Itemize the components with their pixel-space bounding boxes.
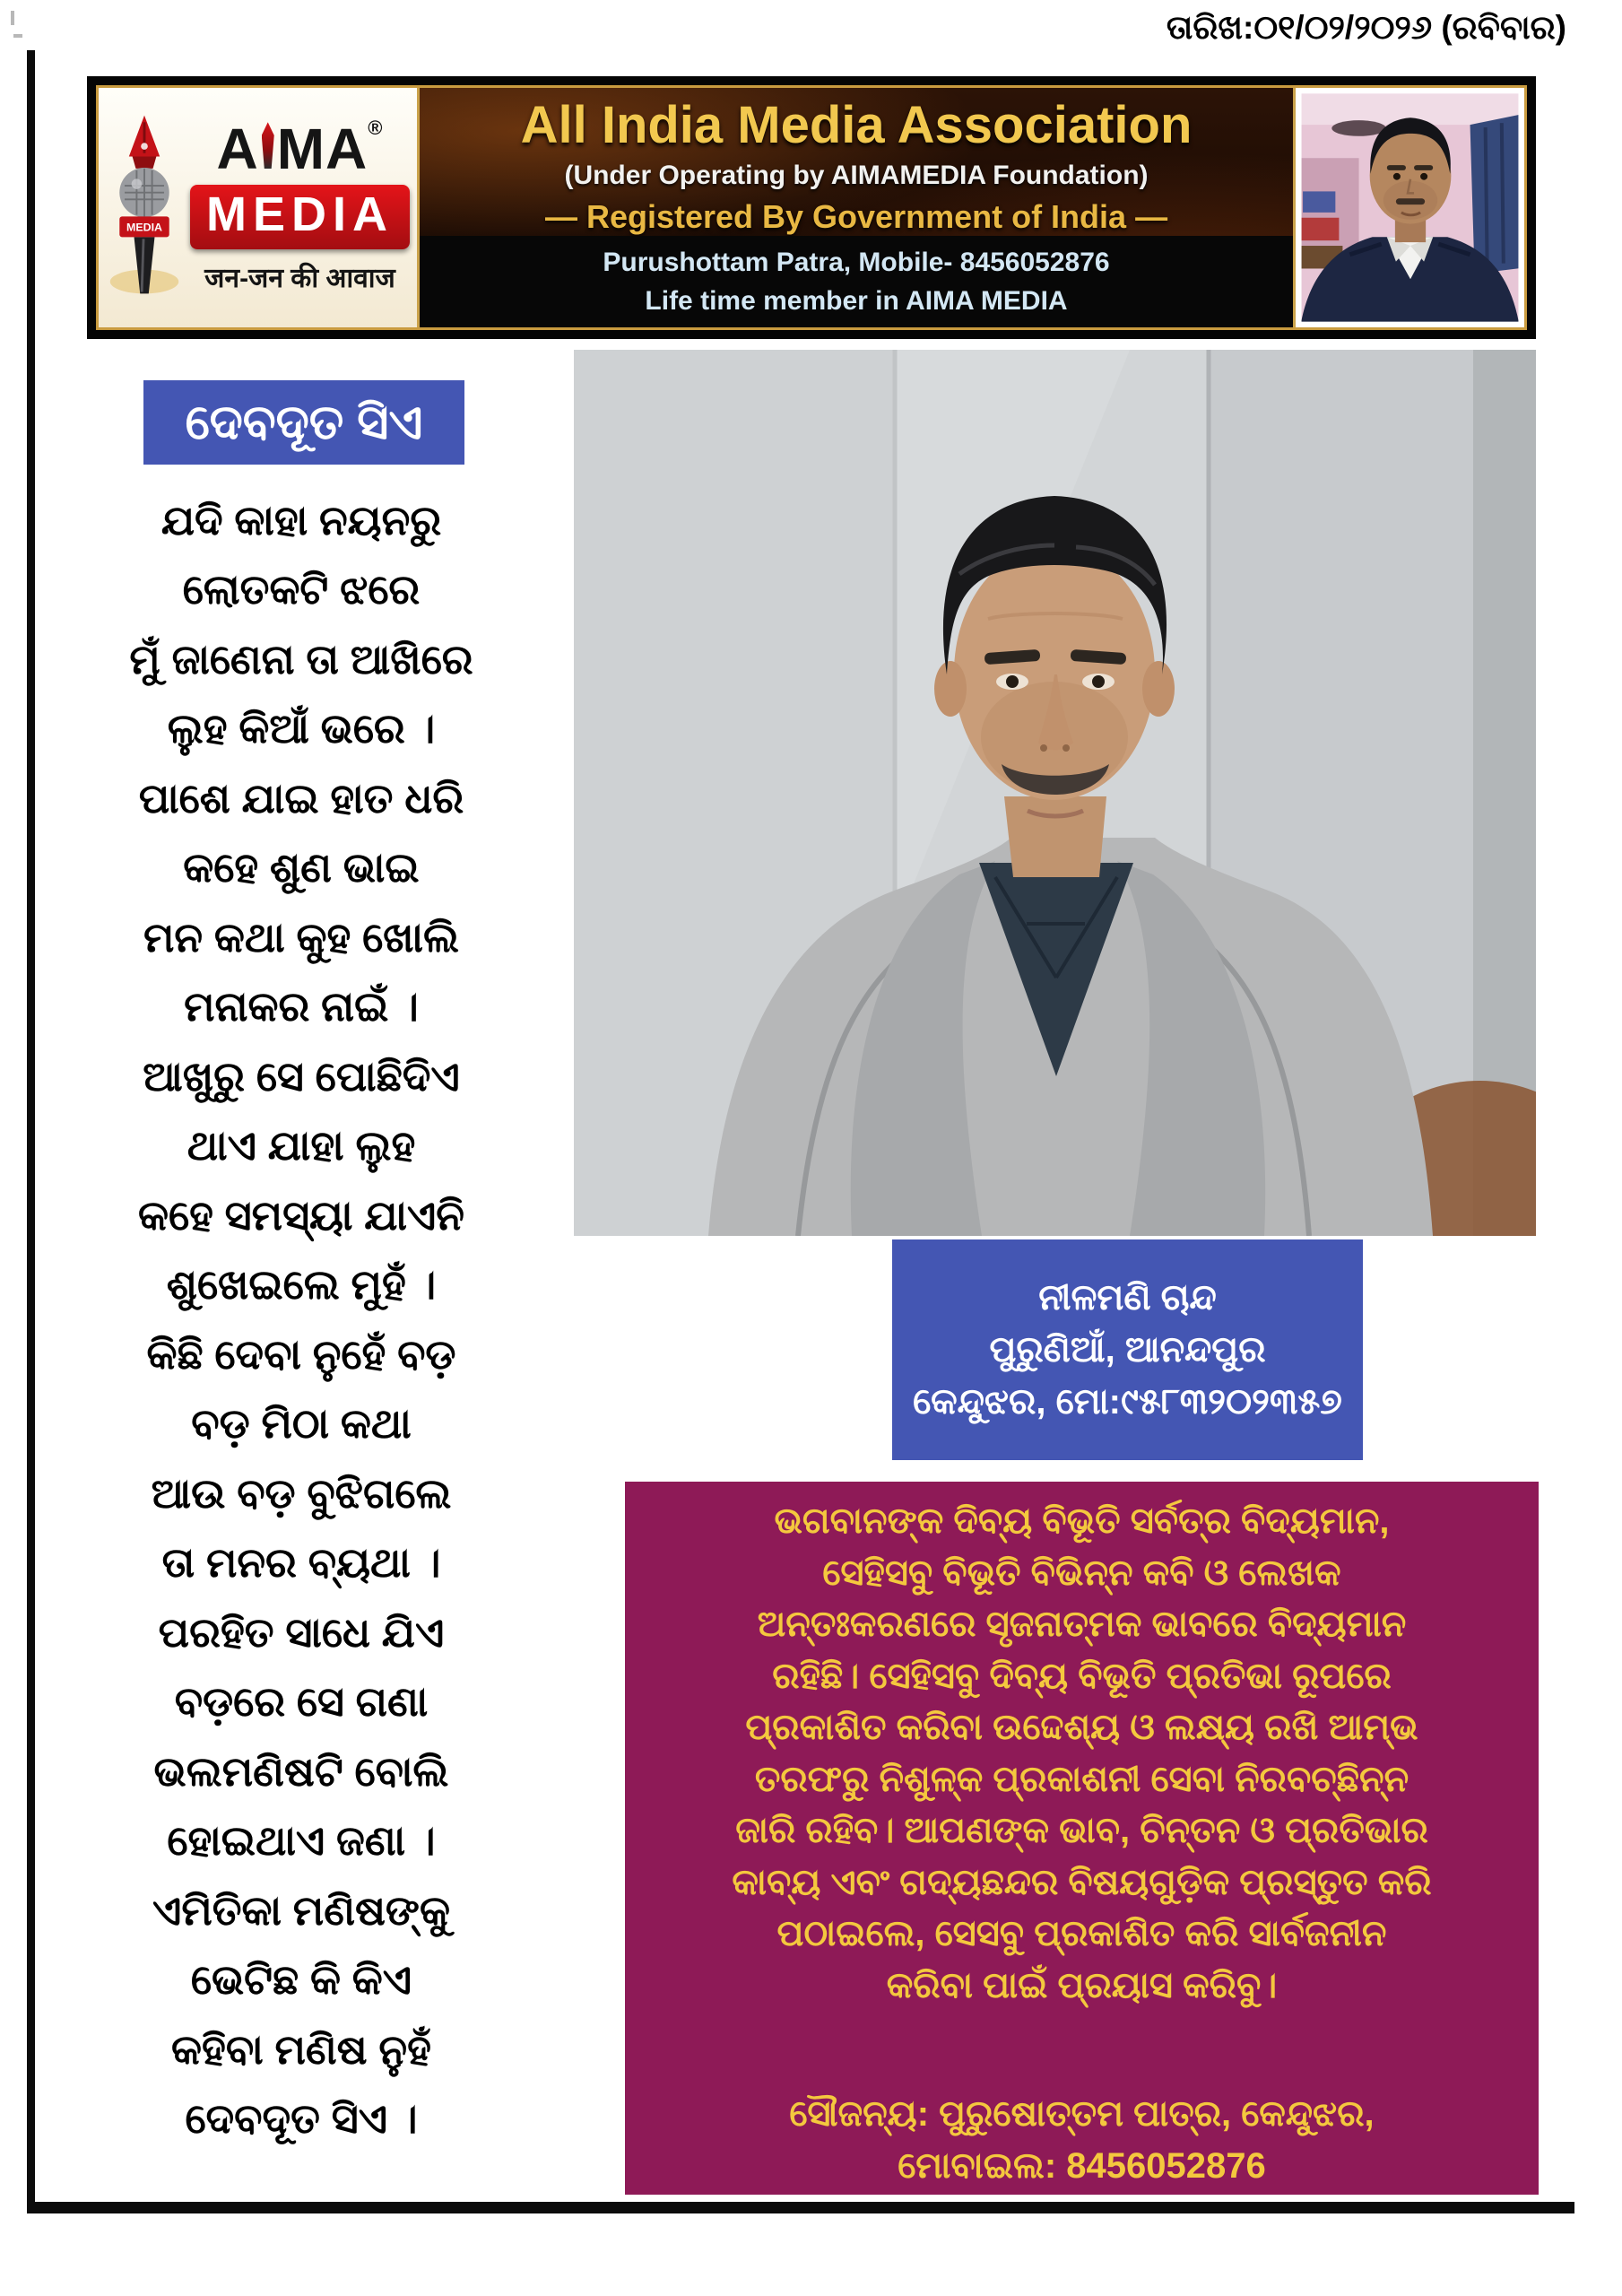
poem-line: ଯଦି କାହା ନୟନରୁ: [160, 496, 442, 544]
banner-contact-strip: [420, 236, 1293, 330]
media-label: MEDIA: [190, 185, 410, 248]
notice-line: ଜାରି ରହିବ। ଆପଣଙ୍କ ଭାବ, ଚିନ୍ତନ ଓ ପ୍ରତିଭାର: [735, 1811, 1428, 1851]
banner-registered-line: — Registered By Government of India —: [544, 197, 1168, 235]
poem-line: ପରହିତ ସାଧେ ଯିଏ: [158, 1608, 445, 1656]
poem-title: ଦେବଦୂତ ସିଏ: [185, 395, 423, 449]
poem-line: ବଡ଼ରେ ସେ ଗଣା: [174, 1678, 429, 1726]
poem-line: କହେ ଶୁଣ ଭାଇ: [183, 844, 420, 891]
poem-line: ଭେଟିଛ କି କିଏ: [190, 1956, 412, 2004]
poem-line: ପାଶେ ଯାଇ ହାତ ଧରି: [138, 774, 464, 822]
author-address-line1: ପୁରୁଣିଆଁ, ଆନନ୍ଦପୁର: [989, 1330, 1266, 1370]
notice-line: କରିବା ପାଇଁ ପ୍ରୟାସ କରିବୁ।: [886, 1965, 1278, 2005]
brand-letter-a: A: [216, 117, 259, 182]
notice-line: ତରଫରୁ ନିଶୁଳ୍କ ପ୍ରକାଶନୀ ସେବା ନିରବଚ୍ଛିନ୍ନ: [754, 1759, 1409, 1799]
header-banner-inner: [96, 85, 1527, 330]
notice-line: ଭଗବାନଙ୍କ ଦିବ୍ୟ ବିଭୂତି ସର୍ବତ୍ର ବିଦ୍ୟମାନ,: [774, 1501, 1390, 1542]
poem: [88, 486, 515, 2154]
notice-line: ସେହିସବୁ ବିଭୂତି ବିଭିନ୍ନ କବି ଓ ଲେଖକ: [822, 1552, 1341, 1593]
brand-letters-ma: MA: [276, 117, 369, 182]
microphone-pen-icon: [106, 109, 183, 306]
poem-line: ଏମିତିକା ମଣିଷଙ୍କୁ: [152, 1886, 451, 1934]
banner-contact-line2: Life time member in AIMA MEDIA: [645, 286, 1068, 317]
poem-line: ଥାଏ ଯାହା ଲୁହ: [186, 1122, 416, 1170]
poem-line: ହୋଇଥାଏ ଜଣା ।: [167, 1817, 436, 1865]
banner-contact-line1: Purushottam Patra, Mobile- 8456052876: [603, 247, 1110, 277]
notice-paragraph: [625, 1496, 1539, 2012]
date-line: ତାରିଖ:୦୧/୦୨/୨୦୨୬ (ରବିବାର): [1166, 9, 1566, 46]
author-address-line2: କେନ୍ଦୁଝର, ମୋ:୯୫୮୩୨୦୨୩୫୭: [913, 1382, 1342, 1422]
poem-line: ତା ମନର ବ୍ୟଥା ।: [161, 1539, 441, 1587]
poem-line: ଲୁହ କିଆଁ ଭରେ ।: [167, 705, 436, 752]
notice-line: ରହିଛି। ସେହିସବୁ ଦିବ୍ୟ ବିଭୂତି ପ୍ରତିଭା ରୂପରେ: [772, 1656, 1392, 1696]
poem-line: ଲୋତକଟି ଝରେ: [182, 566, 421, 613]
author-box: [892, 1239, 1363, 1460]
poem-line: ମନାକର ନାଇଁ ।: [184, 983, 419, 1031]
mic-ribbon-label: MEDIA: [126, 221, 162, 234]
poem-line: ଶୁଖେଇଲେ ମୁହଁ ।: [166, 1261, 437, 1309]
courtesy-line1: ସୌଜନ୍ୟ: ପୁରୁଷୋତ୍ତମ ପାତ୍ର, କେନ୍ଦୁଝର,: [789, 2094, 1375, 2135]
page-frame-left: [27, 50, 35, 2213]
aima-logo-panel: [99, 88, 420, 327]
poem-line: ବଡ଼ ମିଠା କଥା: [191, 1400, 412, 1448]
notice-box: [625, 1482, 1539, 2195]
pen-letter-i-icon: [262, 122, 274, 169]
scan-artifact: [11, 11, 14, 25]
poem-line: କହିବା ମଣିଷ ନୁହଁ: [171, 2025, 431, 2073]
poem-line: ଭଲମଣିଷଟି ବୋଲି: [153, 1747, 449, 1795]
banner-center: [420, 88, 1293, 327]
aima-logo-text: [190, 117, 410, 294]
banner-subtitle: (Under Operating by AIMAMEDIA Foundation): [564, 160, 1149, 190]
notice-line: କାବ୍ୟ ଏବଂ ଗଦ୍ୟଛନ୍ଦର ବିଷୟଗୁଡ଼ିକ ପ୍ରସ୍ତୁତ କରି: [732, 1862, 1432, 1902]
page-frame-bottom: [27, 2202, 1574, 2213]
author-name: ନୀଳମଣି ଚାନ୍ଦ: [1038, 1278, 1217, 1318]
aima-brand: [216, 117, 384, 182]
courtesy-line2: ମୋବାଇଲ: 8456052876: [898, 2145, 1266, 2186]
notice-line: ପଠାଇଲେ, ସେସବୁ ପ୍ରକାଶିତ କରି ସାର୍ବଜନୀନ: [776, 1914, 1387, 1954]
header-banner: [87, 76, 1536, 339]
notice-line: ପ୍ରକାଶିତ କରିବା ଉଦ୍ଦେଶ୍ୟ ଓ ଲକ୍ଷ୍ୟ ରଖି ଆମ୍ଭ: [745, 1708, 1418, 1748]
poem-line: କହେ ସମସ୍ୟା ଯାଏନି: [138, 1191, 464, 1239]
logo-tagline: जन-जन की आवाज: [204, 263, 395, 293]
poem-line: ମୁଁ ଜାଣେନା ତା ଆଖିରେ: [129, 635, 473, 683]
notice-line: ଅନ୍ତଃକରଣରେ ସୃଜନାତ୍ମକ ଭାବରେ ବିଦ୍ୟମାନ: [757, 1605, 1407, 1645]
poem-line: ଆଉ ବଡ଼ ବୁଝିଗଲେ: [151, 1469, 452, 1517]
scan-artifact: [13, 34, 22, 38]
poem-line: ଆଖୁରୁ ସେ ପୋଛିଦିଏ: [143, 1052, 460, 1100]
courtesy-block: [625, 2089, 1539, 2192]
poem-line: କିଛି ଦେବା ନୁହେଁ ବଡ଼: [146, 1330, 456, 1378]
banner-title: All India Media Association: [520, 96, 1193, 154]
poem-line: ମନ କଥା କୁହ ଖୋଲି: [143, 913, 460, 961]
poem-title-box: [143, 380, 464, 465]
portrait-photo: [574, 350, 1536, 1236]
registered-trademark: ®: [368, 117, 384, 140]
member-photo: [1293, 88, 1524, 327]
poem-line: ଦେବଦୂତ ସିଏ ।: [185, 2095, 418, 2143]
